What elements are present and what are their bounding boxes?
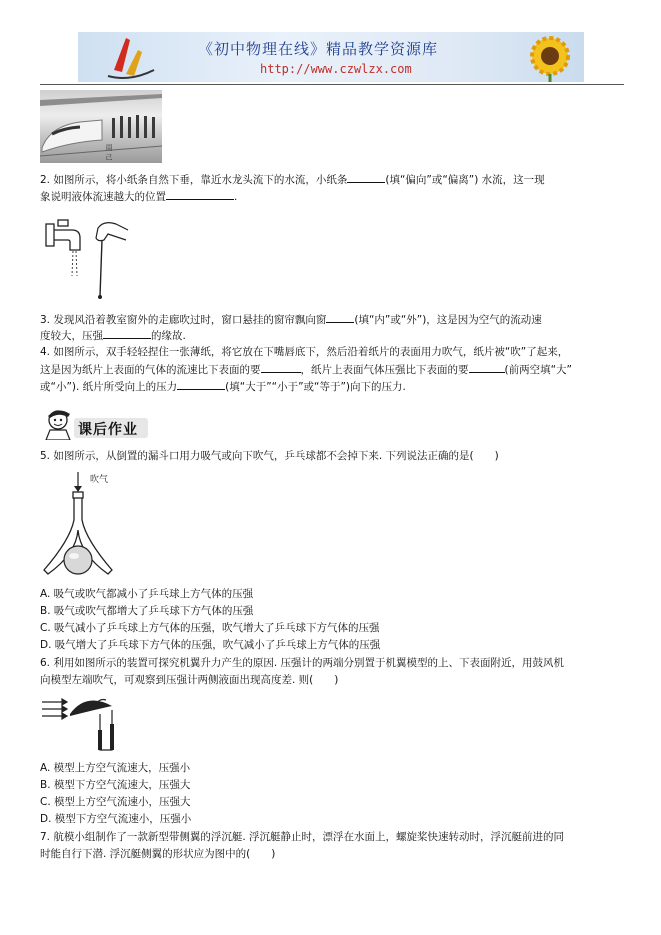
question-2-line-2: 象说明液体流速越大的位置 .: [40, 188, 628, 205]
faucet-icon: [46, 220, 80, 250]
q5-option-a: A. 吸气或吹气都减小了乒乓球上方气体的压强: [40, 588, 254, 600]
header-rule: [40, 84, 624, 85]
question-7-line-2: 时能自行下潜. 浮沉艇侧翼的形状应为图中的( ): [40, 848, 276, 860]
wing-model-icon: [70, 701, 112, 716]
question-3-line-1: 3. 发现风沿着教室窗外的走廊吹过时，窗口悬挂的窗帘飘向窗 (填“内”或“外”)，这是因为空气的流动速: [40, 311, 628, 328]
question-2-line-1: 2. 如图所示，将小纸条自然下垂，靠近水龙头流下的水流，小纸条 (填“偏向”或“偏离”) 水流，这一现: [40, 171, 628, 188]
q6-option-a: A. 模型上方空气流速大，压强小: [40, 762, 191, 774]
funnel-figure: [40, 470, 160, 586]
q6-option-b: B. 模型下方空气流速大，压强大: [40, 779, 191, 791]
answer-blank: [326, 311, 354, 323]
answer-blank: [177, 378, 225, 390]
question-4-line-1: 4. 如图所示，双手轻轻捏住一张薄纸，将它放在下嘴唇底下，然后沿着纸片的表面用力吹气，纸片被“吹”了起来，: [40, 346, 569, 358]
section-homework-banner: [40, 406, 150, 440]
question-5-stem: 5. 如图所示，从倒置的漏斗口用力吸气或向下吹气，乒乓球都不会掉下来. 下列说法正确的是( ): [40, 450, 499, 462]
photo-caption: 周 己: [105, 144, 113, 161]
answer-blank: [103, 327, 151, 339]
q5-option-b: B. 吸气或吹气都增大了乒乓球下方气体的压强: [40, 605, 254, 617]
question-6-line-1: 6. 利用如图所示的装置可探究机翼升力产生的原因. 压强计的两端分别置于机翼模型的上、下表面附近，用鼓风机: [40, 657, 565, 669]
question-6-line-2: 向模型左端吹气，可观察到压强计两侧液面出现高度差. 则( ): [40, 674, 339, 686]
answer-blank: [469, 361, 505, 373]
water-stream: [72, 251, 77, 276]
question-4-line-3: 或“小”). 纸片所受向上的压力 (填“大于”“小于”或“等于”)向下的压力.: [40, 378, 628, 395]
ball-highlight: [69, 553, 79, 559]
hand-icon: [96, 223, 128, 241]
train-icon: [40, 90, 162, 163]
section-label: 课后作业: [78, 422, 138, 438]
ping-pong-ball-icon: [64, 546, 92, 574]
question-7-line-1: 7. 航模小组制作了一款新型带侧翼的浮沉艇. 浮沉艇静止时，漂浮在水面上，螺旋桨快速转动时，浮沉艇前进的同: [40, 831, 565, 843]
banner-title: 《初中物理在线》精品教学资源库: [198, 40, 439, 58]
faucet-figure: [42, 210, 132, 305]
blow-arrow-icon: [74, 472, 82, 492]
question-3-line-2: 度较大，压强 的缘故.: [40, 327, 628, 344]
paper-strip: [100, 240, 102, 296]
paper-weight: [98, 295, 102, 299]
wing-figure: [40, 694, 130, 756]
q5-option-d: D. 吸气增大了乒乓球下方气体的压强，吹气减小了乒乓球上方气体的压强: [40, 639, 381, 651]
answer-blank: [166, 188, 234, 200]
site-logo-icon: [100, 32, 160, 82]
q5-option-c: C. 吸气减小了乒乓球上方气体的压强，吹气增大了乒乓球下方气体的压强: [40, 622, 380, 634]
banner-url: http://www.czwlzx.com: [260, 62, 412, 76]
question-4-line-2: 这是因为纸片上表面的气体的流速比下表面的要 ，纸片上表面气体压强比下表面的要 (前两空填“大”: [40, 361, 628, 378]
train-photo: [40, 90, 162, 163]
sunflower-icon: [520, 32, 580, 82]
header-banner: [78, 32, 584, 82]
q6-option-c: C. 模型上方空气流速小，压强大: [40, 796, 191, 808]
answer-blank: [261, 361, 301, 373]
wind-arrows-icon: [42, 699, 67, 719]
answer-blank: [347, 171, 385, 183]
q6-option-d: D. 模型下方空气流速小，压强小: [40, 813, 192, 825]
funnel-label: 吹气: [90, 475, 109, 485]
